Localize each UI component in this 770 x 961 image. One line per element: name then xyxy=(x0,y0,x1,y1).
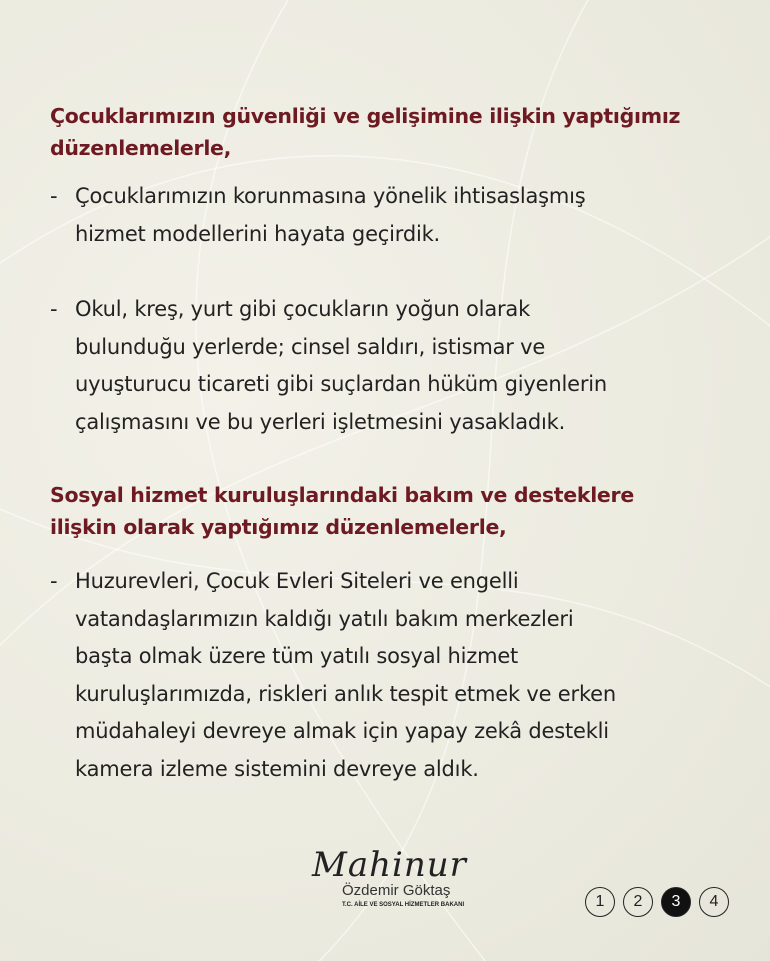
heading-line: düzenlemelerle, xyxy=(50,136,232,160)
bullet-dash: - xyxy=(50,184,58,208)
bullet-dash: - xyxy=(50,569,58,593)
signature-title: T.C. AİLE VE SOSYAL HİZMETLER BAKANI xyxy=(342,902,465,908)
bullet-line: bulunduğu yerlerde; cinsel saldırı, istismar ve xyxy=(75,334,546,359)
bullet-line: çalışmasını ve bu yerleri işletmesini yasakladık. xyxy=(75,409,566,434)
signature-script: Mahinur xyxy=(312,845,467,885)
bullet-item xyxy=(50,178,586,253)
heading-line: Sosyal hizmet kuruluşlarındaki bakım ve desteklere xyxy=(50,483,634,507)
bullet-line: Çocuklarımızın korunmasına yönelik ihtisaslaşmış xyxy=(75,184,586,208)
heading-line: Çocuklarımızın güvenliği ve gelişimine ilişkin yaptığımız xyxy=(50,104,681,128)
page-indicator xyxy=(585,887,729,917)
bullet-item xyxy=(50,563,616,788)
signature-logo xyxy=(312,845,467,925)
page-4-button[interactable]: 4 xyxy=(699,887,729,917)
page-1-button[interactable]: 1 xyxy=(585,887,615,917)
section-heading-social-services xyxy=(50,479,634,543)
page-2-button[interactable]: 2 xyxy=(623,887,653,917)
page-3-button-active[interactable]: 3 xyxy=(661,887,691,917)
bullet-line: kamera izleme sistemini devreye aldık. xyxy=(75,756,479,781)
bullet-line: kuruluşlarımızda, riskleri anlık tespit etmek ve erken xyxy=(75,681,616,706)
bullet-line: hizmet modellerini hayata geçirdik. xyxy=(75,221,441,246)
section-heading-child-safety xyxy=(50,100,680,164)
bullet-line: müdahaleyi devreye almak için yapay zekâ destekli xyxy=(75,719,609,743)
bullet-line: Okul, kreş, yurt gibi çocukların yoğun olarak xyxy=(75,297,531,321)
bullet-dash: - xyxy=(50,297,58,321)
bullet-line: Huzurevleri, Çocuk Evleri Siteleri ve engelli xyxy=(75,569,519,593)
heading-line: ilişkin olarak yaptığımız düzenlemelerle, xyxy=(50,515,507,539)
bullet-line: başta olmak üzere tüm yatılı sosyal hizmet xyxy=(75,644,519,668)
bullet-line: vatandaşlarımızın kaldığı yatılı bakım merkezleri xyxy=(75,606,574,631)
bullet-line: uyuşturucu ticareti gibi suçlardan hüküm giyenlerin xyxy=(75,372,608,396)
bullet-item xyxy=(50,291,607,441)
signature-name: Özdemir Göktaş xyxy=(342,882,451,899)
